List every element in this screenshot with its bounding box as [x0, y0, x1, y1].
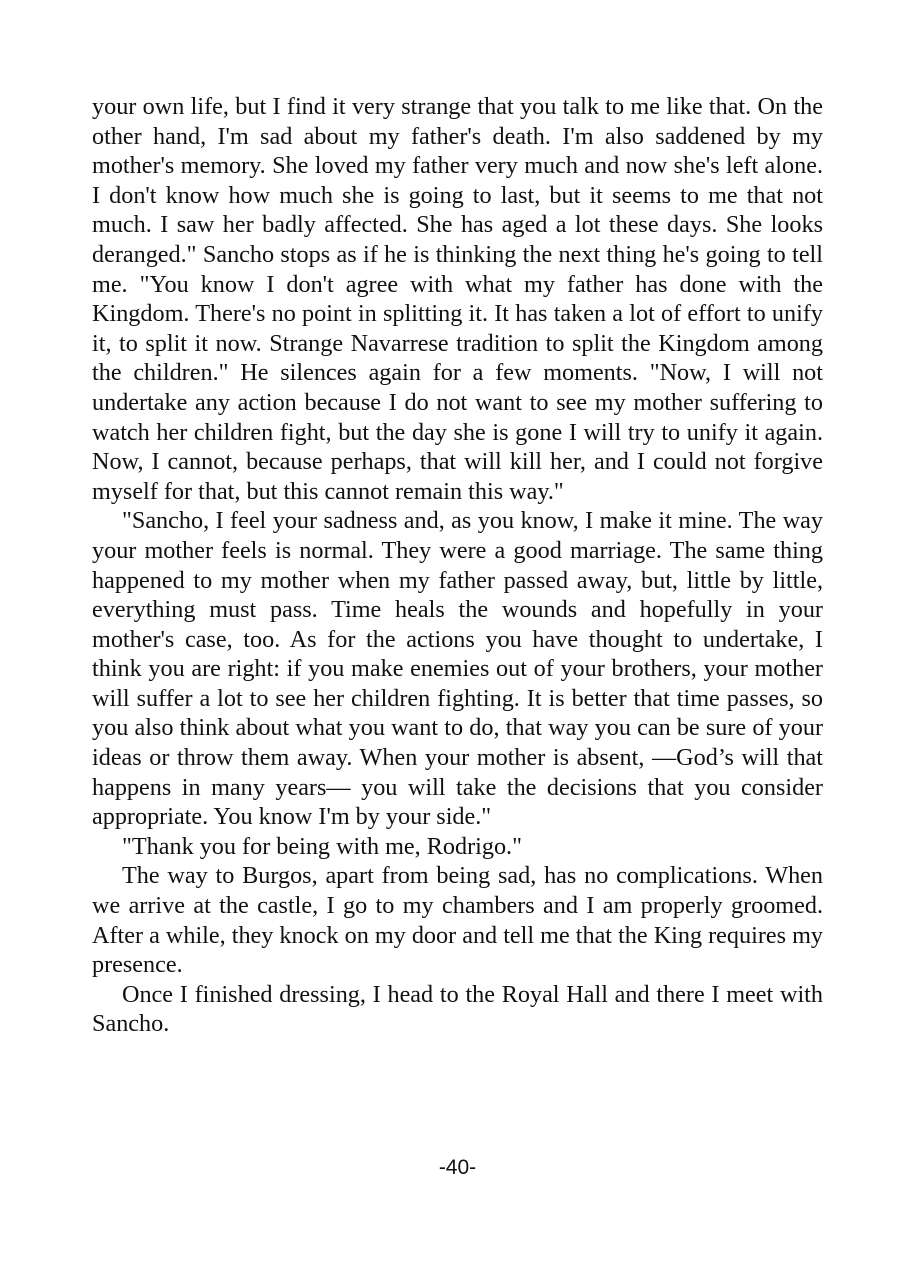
paragraph-way-to-burgos: The way to Burgos, apart from being sad, has no complications. When we arrive at the castle, I go to my chambers and I am properly groomed. After a while, they knock on my door and tell me that the King requires my presence. [92, 862, 823, 979]
body-text [92, 92, 823, 1039]
paragraph-rodrigo-reply: "Sancho, I feel your sadness and, as you know, I make it mine. The way your mother feels is normal. They were a good marriage. The same thing happened to my mother when my father passed away, but, little by little, everything must pass. Time heals the wounds and hopefully in your mother's case, too. As for the actions you have thought to undertake, I think you are right: if you make enemies out of your brothers, your mother will suffer a lot to see her children fighting. It is better that time passes, so you also think about what you want to do, that way you can be sure of your ideas or throw them away. When your mother is absent, ―God’s will that happens in many years― you will take the decisions that you consider appropriate. You know I'm by your side." [92, 507, 823, 831]
paragraph-sancho-thanks: "Thank you for being with me, Rodrigo." [122, 832, 522, 860]
paragraph-royal-hall: Once I finished dressing, I head to the Royal Hall and there I meet with Sancho. [92, 980, 823, 1038]
paragraph-continued-dialogue: your own life, but I find it very strange that you talk to me like that. On the other hand, I'm sad about my father's death. I'm also saddened by my mother's memory. She loved my father very much and now she's left alone. I don't know how much she is going to last, but it seems to me that not much. I saw her badly affected. She has aged a lot these days. She looks deranged." Sancho stops as if he is thinking the next thing he's going to tell me. "You know I don't agree with what my father has done with the Kingdom. There's no point in splitting it. It has taken a lot of effort to unify it, to split it now. Strange Navarrese tradition to split the Kingdom among the children." He silences again for a few moments. "Now, I will not undertake any action because I do not want to see my mother suffering to watch her children fight, but the day she is gone I will try to unify it again. Now, I cannot, because perhaps, that will kill her, and I could not forgive myself for that, but this cannot remain this way." [92, 93, 823, 505]
page-number: -40- [438, 1156, 477, 1179]
